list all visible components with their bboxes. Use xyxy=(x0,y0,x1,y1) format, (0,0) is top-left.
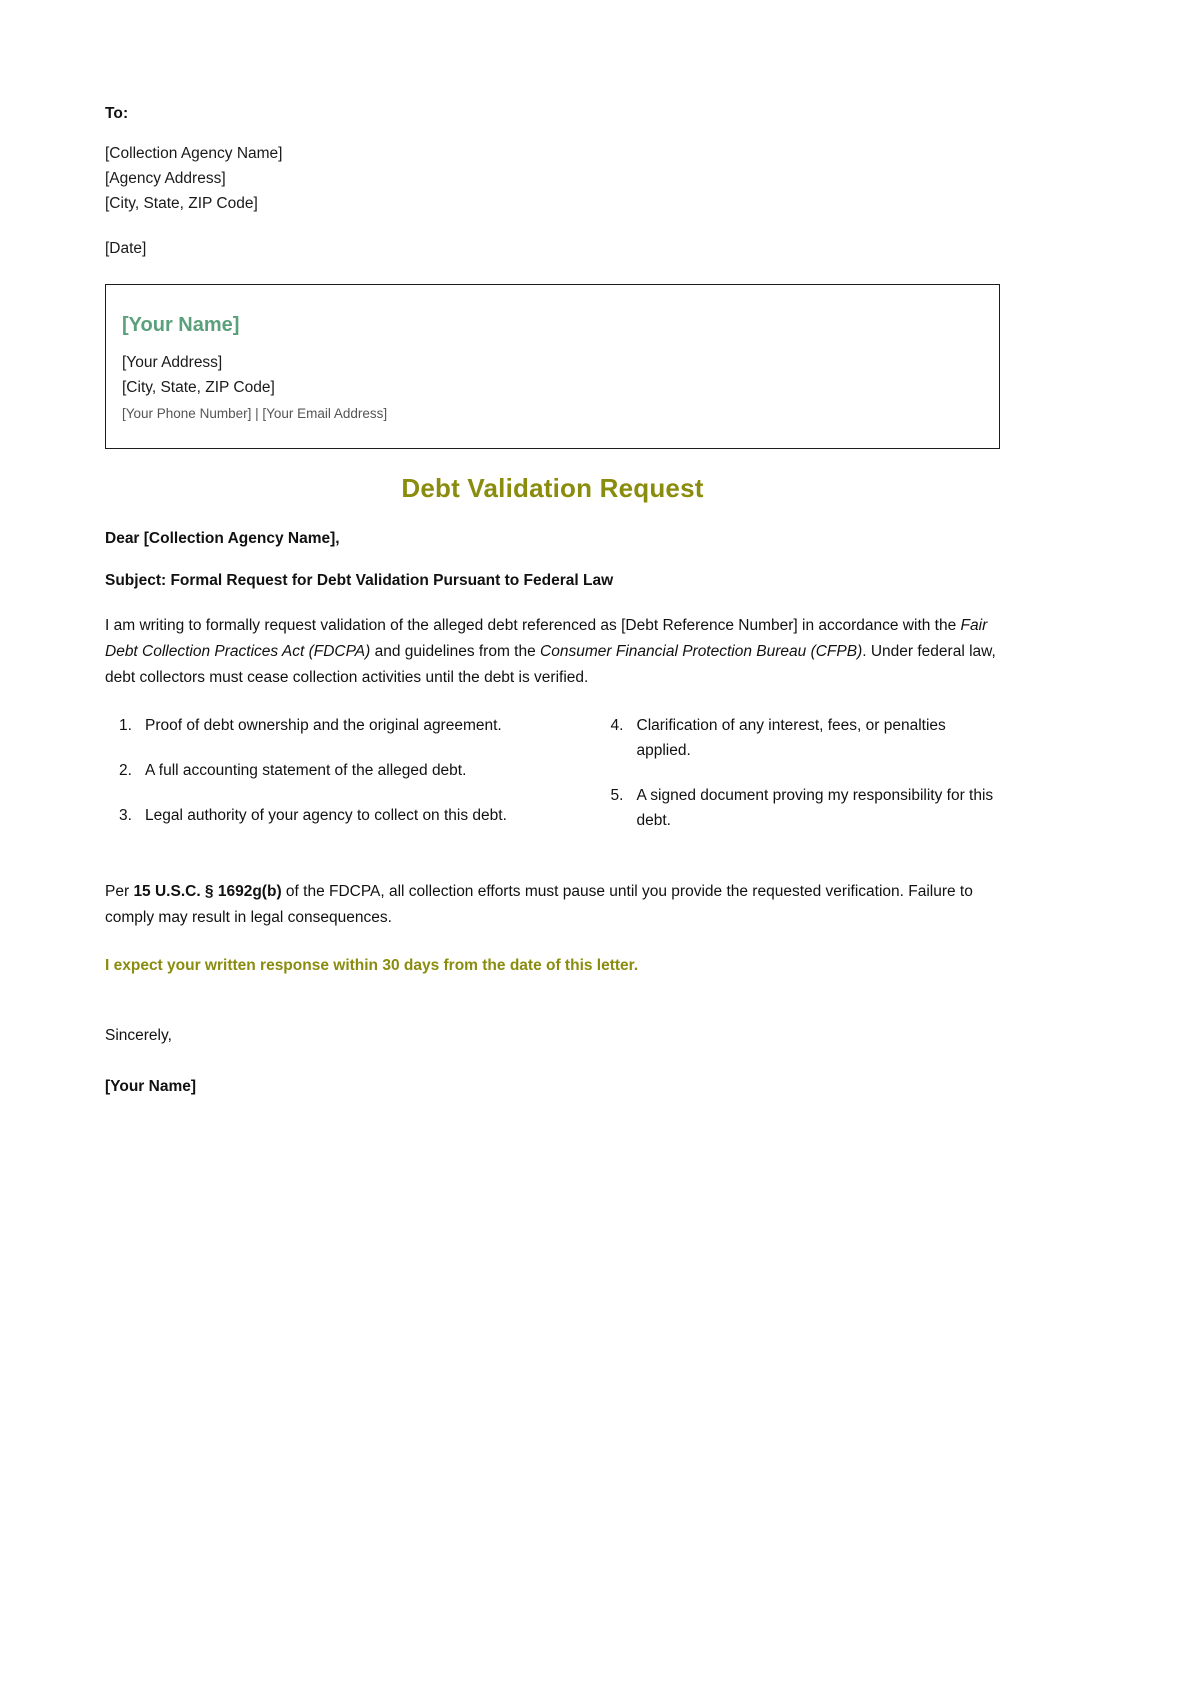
list-item-label: A full accounting statement of the alleged debt. xyxy=(145,762,467,779)
intro-part1: I am writing to formally request validation of the alleged debt referenced as [Debt Reference Number] in accordance with the xyxy=(105,617,961,634)
list-item xyxy=(119,803,553,828)
requested-items-column-right xyxy=(553,713,1001,853)
subject-line: Subject: Formal Request for Debt Validation Pursuant to Federal Law xyxy=(105,572,614,589)
letter-content xyxy=(105,105,1000,1100)
list-item-number: 1. xyxy=(119,717,132,734)
list-item-label: Proof of debt ownership and the original agreement. xyxy=(145,717,502,734)
sender-info-box xyxy=(105,284,1000,449)
recipient-city-state-zip: [City, State, ZIP Code] xyxy=(105,195,258,212)
intro-paragraph xyxy=(105,613,1000,691)
list-item-label: Clarification of any interest, fees, or penalties applied. xyxy=(636,717,946,759)
sign-off: Sincerely, xyxy=(105,1027,172,1044)
list-item xyxy=(611,783,1001,833)
sender-city-state-zip: [City, State, ZIP Code] xyxy=(122,379,275,396)
page-title: Debt Validation Request xyxy=(401,473,704,503)
intro-part2: and guidelines from the xyxy=(370,643,541,660)
signature-name: [Your Name] xyxy=(105,1078,197,1095)
list-item-number: 3. xyxy=(119,807,132,824)
recipient-agency-name: [Collection Agency Name] xyxy=(105,145,283,162)
sender-address: [Your Address] xyxy=(122,354,223,371)
list-item xyxy=(119,713,553,738)
sender-contact: [Your Phone Number] | [Your Email Address] xyxy=(122,406,388,421)
response-deadline-notice: I expect your written response within 30 days from the date of this letter. xyxy=(105,957,639,974)
list-item xyxy=(611,713,1001,763)
statute-citation: 15 U.S.C. § 1692g(b) xyxy=(133,883,282,900)
list-item-number: 4. xyxy=(610,717,624,734)
intro-part3: . Under federal law, debt collectors must cease collection activities until the debt is verified. xyxy=(105,643,996,686)
list-item-label: Legal authority of your agency to collect on this debt. xyxy=(145,807,507,824)
statute-paragraph xyxy=(105,879,1000,931)
salutation: Dear [Collection Agency Name], xyxy=(105,530,340,547)
list-item xyxy=(119,758,553,783)
list-item-label: A signed document proving my responsibility for this debt. xyxy=(636,787,994,829)
list-item-number: 2. xyxy=(119,762,132,779)
sender-name: [Your Name] xyxy=(122,314,240,336)
requested-items-list xyxy=(105,713,1000,853)
letter-date: [Date] xyxy=(105,240,147,257)
recipient-agency-address: [Agency Address] xyxy=(105,170,226,187)
list-item-number: 5. xyxy=(610,787,624,804)
requested-items-column-left xyxy=(105,713,553,853)
to-label: To: xyxy=(105,105,129,122)
intro-italic-fdcpa: Fair Debt Collection Practices Act (FDCPA) xyxy=(105,617,988,660)
intro-italic-cfpb: Consumer Financial Protection Bureau (CFPB) xyxy=(540,643,863,660)
closing-part1: Per xyxy=(105,883,134,900)
closing-part2: of the FDCPA, all collection efforts must pause until you provide the requested verification. Failure to comply may result in legal consequences. xyxy=(105,883,973,926)
recipient-address-block xyxy=(105,141,1000,216)
